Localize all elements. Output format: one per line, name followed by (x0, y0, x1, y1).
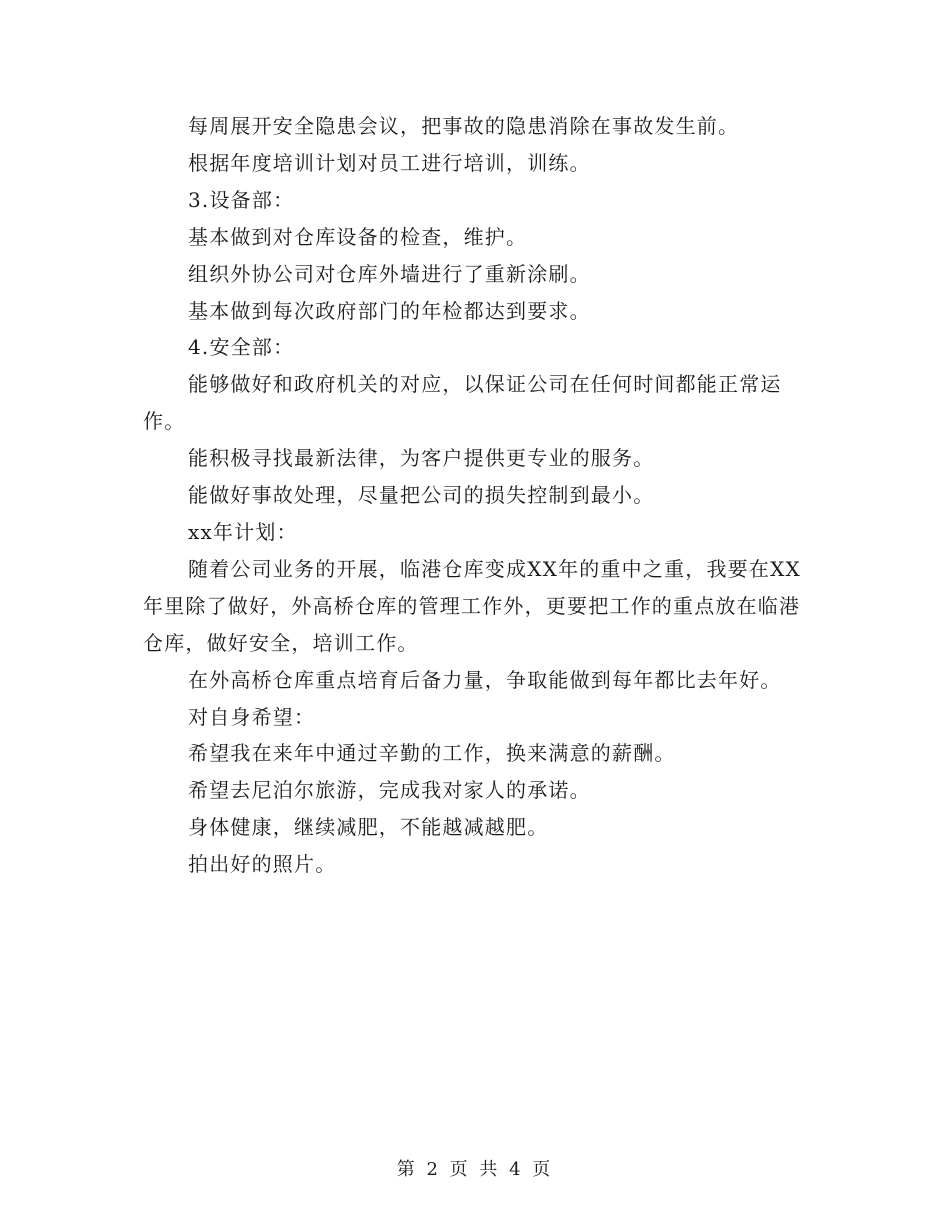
paragraph: 基本做到每次政府部门的年检都达到要求。 (188, 298, 591, 323)
paragraph: 能够做好和政府机关的对应，以保证公司在任何时间都能正常运作。 (143, 372, 782, 434)
paragraph: 希望去尼泊尔旅游，完成我对家人的承诺。 (188, 778, 591, 803)
paragraph: 基本做到对仓库设备的检查，维护。 (188, 224, 528, 249)
section-heading: 3.设备部： (188, 187, 295, 212)
paragraph: 拍出好的照片。 (188, 852, 337, 877)
paragraph: 希望我在来年中通过辛勤的工作，换来满意的薪酬。 (188, 741, 676, 766)
section-heading: xx年计划： (188, 519, 298, 544)
section-heading: 对自身希望： (188, 704, 316, 729)
page-number-footer: 第 2 页 共 4 页 (396, 1159, 554, 1180)
paragraph: 在外高桥仓库重点培育后备力量，争取能做到每年都比去年好。 (188, 667, 782, 692)
document-body (143, 108, 813, 883)
paragraph: 能积极寻找最新法律，为客户提供更专业的服务。 (188, 446, 655, 471)
paragraph: 每周展开安全隐患会议，把事故的隐患消除在事故发生前。 (188, 114, 740, 138)
paragraph: 组织外协公司对仓库外墙进行了重新涂刷。 (188, 261, 591, 286)
paragraph: 能做好事故处理，尽量把公司的损失控制到最小。 (188, 483, 655, 508)
paragraph: 根据年度培训计划对员工进行培训，训练。 (188, 150, 591, 175)
paragraph: 随着公司业务的开展，临港仓库变成XX年的重中之重，我要在XX年里除了做好，外高桥仓库的管理工作外，更要把工作的重点放在临港仓库，做好安全，培训工作。 (143, 556, 801, 655)
paragraph: 身体健康，继续减肥，不能越减越肥。 (188, 815, 549, 840)
section-heading: 4.安全部： (188, 335, 295, 360)
